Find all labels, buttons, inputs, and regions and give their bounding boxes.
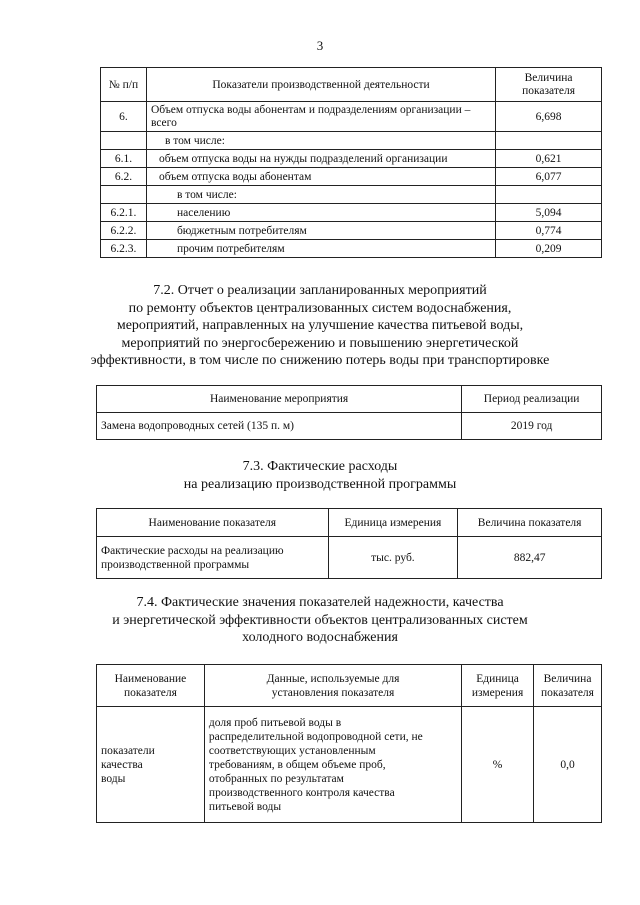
section-7-3-heading: 7.3. Фактические расходы на реализацию производственной программы: [183, 459, 457, 492]
table-row: в том числе:: [101, 186, 602, 204]
table-row: 6.2.1. населению 5,094: [101, 204, 602, 222]
page-number: 3: [316, 38, 324, 53]
header-unit: Единица измерения: [462, 665, 534, 707]
section-7-4-heading: 7.4. Фактические значения показателей надежности, качества и энергетической эффективности объектов централизованных систем холодного водоснабжения: [112, 595, 528, 645]
table-row: 6. Объем отпуска воды абонентам и подразделениям организации – всего 6,698: [101, 102, 602, 132]
header-measure-name: Наименование мероприятия: [97, 386, 462, 413]
header-indicator-name: Наименование показателя: [97, 665, 205, 707]
table-row: 6.2.2. бюджетным потребителям 0,774: [101, 222, 602, 240]
table-row: показатели качества воды доля проб питьевой воды в распределительной водопроводной сети, не соответствующих установленным требованиям, в общем объеме проб, отобранных по результатам производственного контроля качества питьевой воды % 0,0: [97, 707, 602, 823]
measures-table: [96, 385, 602, 440]
header-num: № п/п: [101, 68, 147, 102]
header-indicator: Показатели производственной деятельности: [146, 68, 495, 102]
table-row: в том числе:: [101, 132, 602, 150]
header-unit: Единица измерения: [328, 509, 458, 537]
header-value: Величина показателя: [458, 509, 602, 537]
header-value: Величина показателя: [496, 68, 602, 102]
header-value: Величина показателя: [534, 665, 602, 707]
header-period: Период реализации: [462, 386, 602, 413]
header-indicator-name: Наименование показателя: [97, 509, 329, 537]
table-row: 6.2. объем отпуска воды абонентам 6,077: [101, 168, 602, 186]
production-indicators-table: [100, 67, 602, 258]
table-row: 6.2.3. прочим потребителям 0,209: [101, 240, 602, 258]
table-row: 6.1. объем отпуска воды на нужды подразделений организации 0,621: [101, 150, 602, 168]
table-row: Замена водопроводных сетей (135 п. м) 2019 год: [97, 413, 602, 440]
expenses-table: [96, 508, 602, 579]
section-7-2-heading: 7.2. Отчет о реализации запланированных мероприятий по ремонту объектов централизованных систем водоснабжения, мероприятий, направленных на улучшение качества питьевой воды, мероприятий по энергосбережению и повышению энергетической эффективности, в том числе по снижению потерь воды при транспортировке: [90, 283, 550, 368]
header-data: Данные, используемые для установления показателя: [204, 665, 461, 707]
table-row: Фактические расходы на реализацию производственной программы тыс. руб. 882,47: [97, 537, 602, 579]
quality-indicators-table: [96, 664, 602, 823]
